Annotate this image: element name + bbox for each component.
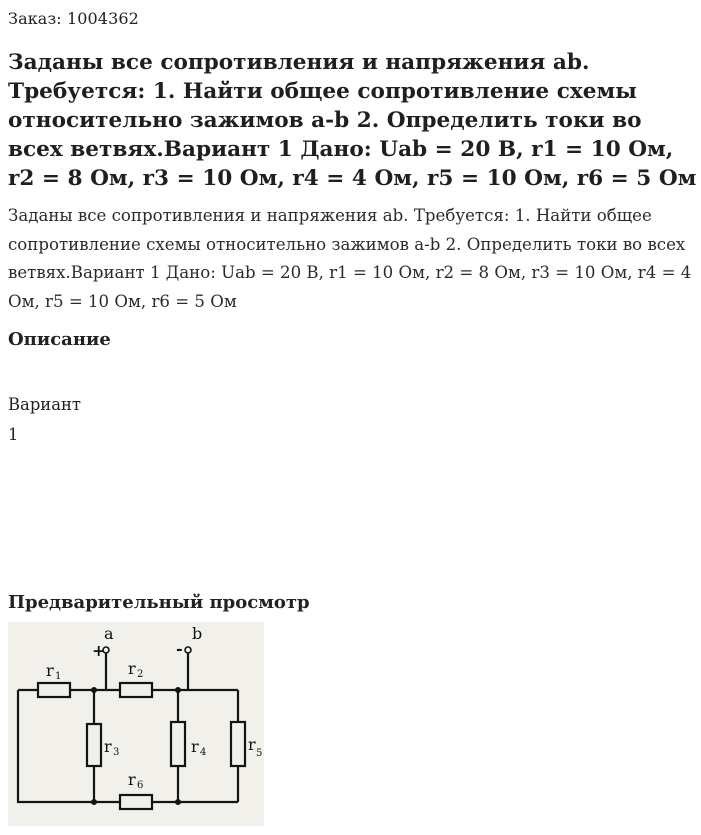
page-title: Заданы все сопротивления и напряжения ab. Требуется: 1. Найти общее сопротивление схемы относительно зажимов a-b 2. Определить токи во всех ветвях.Вариант 1 Дано: Uab = 20 В, r1 = 10 Ом, r2 = 8 Ом, r3 = 10 Ом, r4 = 4 Ом, r5 = 10 Ом, r6 = 5 Ом — [8, 50, 697, 191]
terminal-b-sign: - — [176, 639, 183, 658]
r1-subscript: 1 — [55, 671, 62, 682]
resistor-r4 — [171, 722, 185, 766]
r2-label: r — [128, 659, 136, 678]
r2-subscript: 2 — [137, 669, 144, 680]
preview-heading: Предварительный просмотр — [8, 592, 310, 613]
r5-label: r — [248, 735, 256, 754]
order-number: Заказ: 1004362 — [8, 9, 139, 28]
r3-subscript: 3 — [113, 747, 120, 758]
r1-label: r — [46, 661, 54, 680]
r6-label: r — [128, 770, 136, 789]
r6-subscript: 6 — [137, 780, 144, 791]
wire-left-bottom — [18, 690, 96, 802]
r4-label: r — [191, 737, 199, 756]
circuit-preview-image — [8, 622, 264, 826]
variant-label: Вариант — [8, 395, 81, 414]
r5-subscript: 5 — [256, 748, 263, 759]
description-heading: Описание — [8, 329, 111, 350]
variant-value: 1 — [8, 425, 19, 444]
task-description: Заданы все сопротивления и напряжения ab. Требуется: 1. Найти общее сопротивление схемы относительно зажимов a-b 2. Определить токи во всех ветвях.Вариант 1 Дано: Uab = 20 В, r1 = 10 Ом, r2 = 8 Ом, r3 = 10 Ом, r4 = 4 Ом, r5 = 10 Ом, r6 = 5 Ом — [8, 206, 692, 311]
resistor-r1 — [38, 683, 70, 697]
terminal-b — [185, 647, 191, 653]
circuit-diagram — [8, 622, 264, 826]
terminal-b-label: b — [192, 624, 203, 643]
junction-dot — [91, 687, 97, 693]
junction-dot — [175, 799, 181, 805]
resistor-r2 — [120, 683, 152, 697]
terminal-a-sign: + — [92, 641, 106, 660]
junction-dot — [175, 687, 181, 693]
resistor-r6 — [120, 795, 152, 809]
r3-label: r — [104, 737, 112, 756]
junction-dot — [91, 799, 97, 805]
resistor-r5 — [231, 722, 245, 766]
resistor-r3 — [87, 724, 101, 766]
r4-subscript: 4 — [200, 747, 207, 758]
terminal-a-label: a — [104, 624, 114, 643]
